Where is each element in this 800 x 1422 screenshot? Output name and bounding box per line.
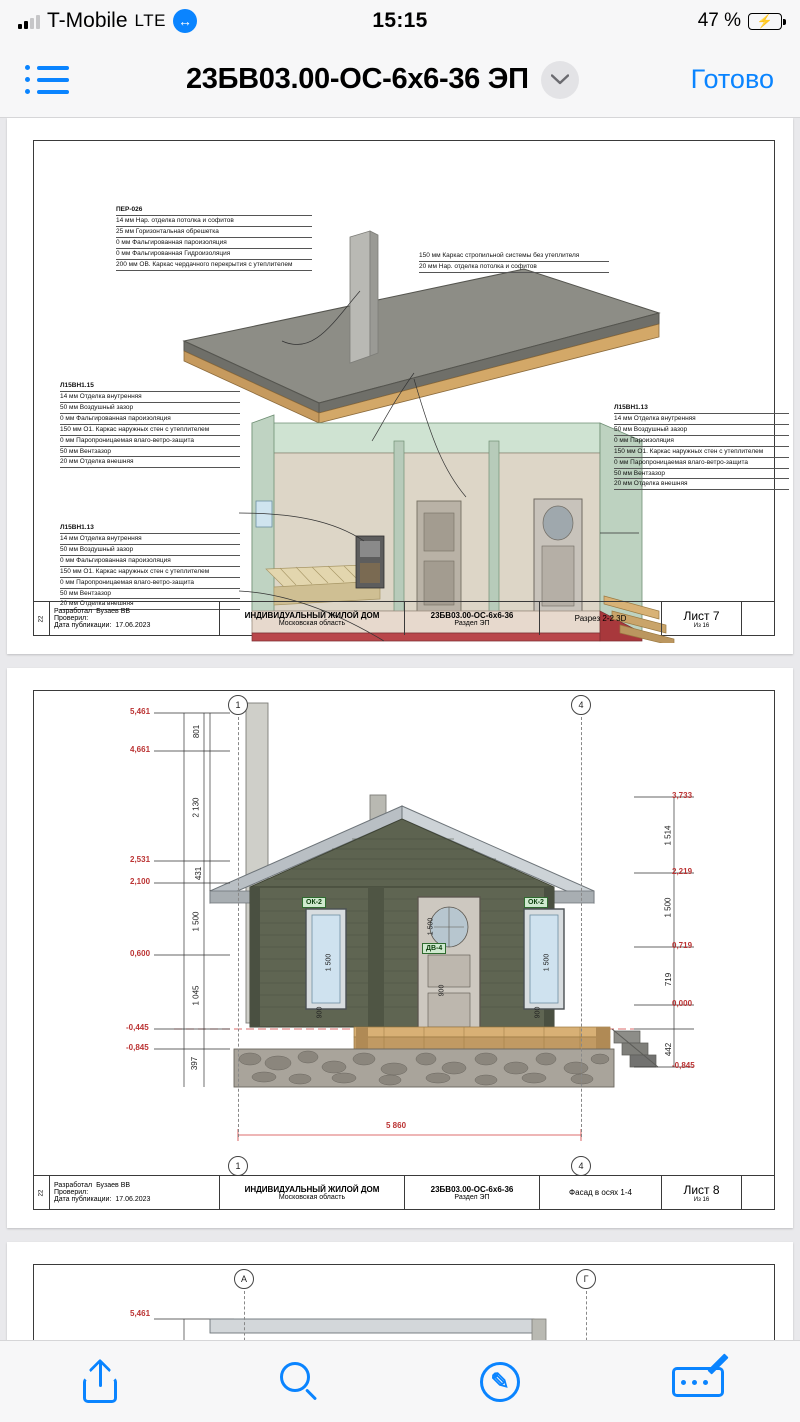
level-mark-p9: 5,461: [130, 1309, 151, 1318]
axis-bubble-1-bottom: 1: [228, 1156, 248, 1176]
level-mark-l7: -0,845: [126, 1043, 149, 1052]
clock-label: 15:15: [372, 9, 428, 32]
document-title-group[interactable]: [74, 61, 691, 99]
share-button[interactable]: [0, 1361, 200, 1403]
opening-dim-door: 1 500: [427, 917, 435, 936]
overall-dimension: 5 860: [386, 1121, 407, 1130]
level-mark-l4: 2,100: [130, 877, 151, 886]
axis-bubble-1-top: 1: [228, 695, 248, 715]
callout-wall-l15vn115: Л15ВН1.15 14 мм Отделка внутренняя 50 мм Воздушный зазор 0 мм Фальгированная пароизоляция 150 мм О1. Каркас наружных стен с утеплителем 0 мм Паропроницаемая влаго-ветро-защита 50 мм Вентзазор 20 мм Отделка внешняя: [60, 381, 240, 468]
battery-percent-label: 47 %: [697, 10, 741, 31]
next-drawing-partial: [34, 1265, 774, 1340]
chain-left-6: 397: [190, 1056, 200, 1071]
annotate-button[interactable]: [600, 1362, 800, 1402]
done-button[interactable]: Готово: [690, 64, 774, 94]
elevation-drawing: [34, 691, 774, 1175]
stamp-sheet-col: Лист 7 Из 16: [662, 602, 742, 635]
stamp-drawing-name: Разрез 2-2 3D: [540, 602, 662, 635]
carrier-label: T-Mobile: [47, 9, 128, 32]
axis-bubble-a: А: [234, 1269, 254, 1289]
share-icon: [83, 1361, 117, 1403]
navigation-bar: [0, 42, 800, 118]
chain-right-4: 442: [664, 1042, 674, 1057]
chain-right-1: 1 514: [663, 825, 673, 846]
callout-wall-bottom-l15vn113: Л15ВН1.13 14 мм Отделка внутренняя 50 мм Воздушный зазор 0 мм Фальгированная пароизоляция 150 мм О1. Каркас наружных стен с утеплителем 0 мм Паропроницаемая влаго-ветро-защита 50 мм Вентзазор 20 мм Отделка внешняя: [60, 523, 240, 610]
chain-left-2: 2 130: [191, 797, 201, 818]
list-menu-icon[interactable]: [0, 65, 74, 94]
stamp-author-col: Разработал Бузаев ВВ Проверил: Дата публикации: 17.06.2023: [50, 602, 220, 635]
axis-line-1: [238, 717, 239, 1137]
stamp-code-col: 23БВ03.00-ОС-6х6-36 Раздел ЭП: [405, 602, 540, 635]
opening-dim-sill-right: 900: [534, 1006, 542, 1019]
stamp-object-col-8: ИНДИВИДУАЛЬНЫЙ ЖИЛОЙ ДОМ Московская область: [220, 1176, 405, 1209]
stamp-author-col-8: Разработал Бузаев ВВ Проверил: Дата публикации: 17.06.2023: [50, 1176, 220, 1209]
cellular-signal-icon: [18, 14, 40, 29]
stamp-code-col-8: 23БВ03.00-ОС-6х6-36 Раздел ЭП: [405, 1176, 540, 1209]
level-mark-l2: 4,661: [130, 745, 151, 754]
document-scroll-area[interactable]: [0, 118, 800, 1340]
opening-dim-w-left: 1 500: [325, 953, 333, 972]
pdf-page-9[interactable]: [7, 1242, 793, 1340]
title-block-page-8: [34, 1175, 774, 1209]
section-3d-drawing: [34, 141, 774, 608]
level-mark-l5: 0,600: [130, 949, 151, 958]
pdf-page-7[interactable]: [7, 118, 793, 654]
pdf-page-8[interactable]: [7, 668, 793, 1228]
stamp-rot-col-8: 22: [34, 1176, 50, 1209]
door-tag: ДВ-4: [422, 943, 446, 954]
opening-dim-w-right: 1 500: [543, 953, 551, 972]
level-mark-l3: 2,531: [130, 855, 151, 864]
level-mark-r3: 0,719: [672, 941, 693, 950]
stamp-sheet-col-8: Лист 8 Из 16: [662, 1176, 742, 1209]
level-mark-r2: 2,219: [672, 867, 693, 876]
page-title: 23БВ03.00-ОС-6х6-36 ЭП: [185, 63, 529, 95]
search-icon: [280, 1362, 320, 1402]
vpn-icon: ↔: [173, 9, 197, 33]
chain-left-1: 801: [192, 724, 202, 739]
level-mark-r1: 3,733: [672, 791, 693, 800]
status-bar-left: [18, 9, 372, 33]
axis-bubble-g: Г: [576, 1269, 596, 1289]
partial-roof-svg: [34, 1265, 776, 1340]
callout-per-026: ПЕР-026 14 мм Нар. отделка потолка и софитов 25 мм Горизонтальная обрешетка 0 мм Фальгированная пароизоляция 0 мм Фальгированная Гидроизоляция 200 мм ОВ. Каркас чердачного перекрытия с утеплителем: [116, 205, 312, 271]
opening-dim-sill-left: 900: [316, 1006, 324, 1019]
level-mark-l6: -0,445: [126, 1023, 149, 1032]
stamp-object-col: ИНДИВИДУАЛЬНЫЙ ЖИЛОЙ ДОМ Московская область: [220, 602, 405, 635]
network-type-label: LTE: [134, 11, 166, 30]
axis-bubble-4-top: 4: [571, 695, 591, 715]
axis-bubble-4-bottom: 4: [571, 1156, 591, 1176]
level-mark-r5: -0,845: [672, 1061, 695, 1070]
axis-line-g: [586, 1291, 587, 1340]
page-8-frame: [33, 690, 775, 1210]
opening-dim-door-w: 900: [438, 984, 446, 997]
chain-right-2: 1 500: [663, 897, 673, 918]
callout-wall-right-l15vn113: Л15ВН1.13 14 мм Отделка внутренняя 50 мм Воздушный зазор 0 мм Пароизоляция 150 мм О1. Каркас наружных стен с утеплителем 0 мм Паропроницаемая влаго-ветро-защита 50 мм Вентзазор 20 мм Отделка внешняя: [614, 403, 789, 490]
axis-line-a: [244, 1291, 245, 1340]
stamp-drawing-name-8: Фасад в осях 1-4: [540, 1176, 662, 1209]
level-mark-r4: 0,000: [672, 999, 693, 1008]
chain-left-5: 1 045: [191, 985, 201, 1006]
elevation-svg: [34, 691, 776, 1191]
bottom-toolbar: [0, 1340, 800, 1422]
chain-left-3: 431: [194, 866, 204, 881]
level-mark-l1: 5,461: [130, 707, 151, 716]
callout-roof-frame: 150 мм Каркас стропильной системы без утеплителя 20 мм Нар. отделка потолка и софитов: [419, 251, 609, 273]
chevron-down-icon[interactable]: [541, 61, 579, 99]
window-tag-left: ОК-2: [302, 897, 326, 908]
battery-icon: ⚡: [748, 13, 782, 30]
stamp-empty-col: [742, 602, 774, 635]
stamp-empty-col-8: [742, 1176, 774, 1209]
chain-left-4: 1 500: [191, 911, 201, 932]
window-tag-right: ОК-2: [524, 897, 548, 908]
status-bar-right: [428, 10, 782, 32]
page-9-frame: [33, 1264, 775, 1340]
markup-pen-icon: ✎: [480, 1362, 520, 1402]
stamp-rot-col: 22: [34, 602, 50, 635]
axis-line-4: [581, 717, 582, 1137]
search-button[interactable]: [200, 1362, 400, 1402]
status-bar: [0, 0, 800, 42]
page-7-frame: [33, 140, 775, 636]
annotate-signature-icon: [672, 1362, 728, 1402]
title-block-page-7: [34, 601, 774, 635]
chain-right-3: 719: [664, 972, 674, 987]
markup-button[interactable]: [400, 1362, 600, 1402]
